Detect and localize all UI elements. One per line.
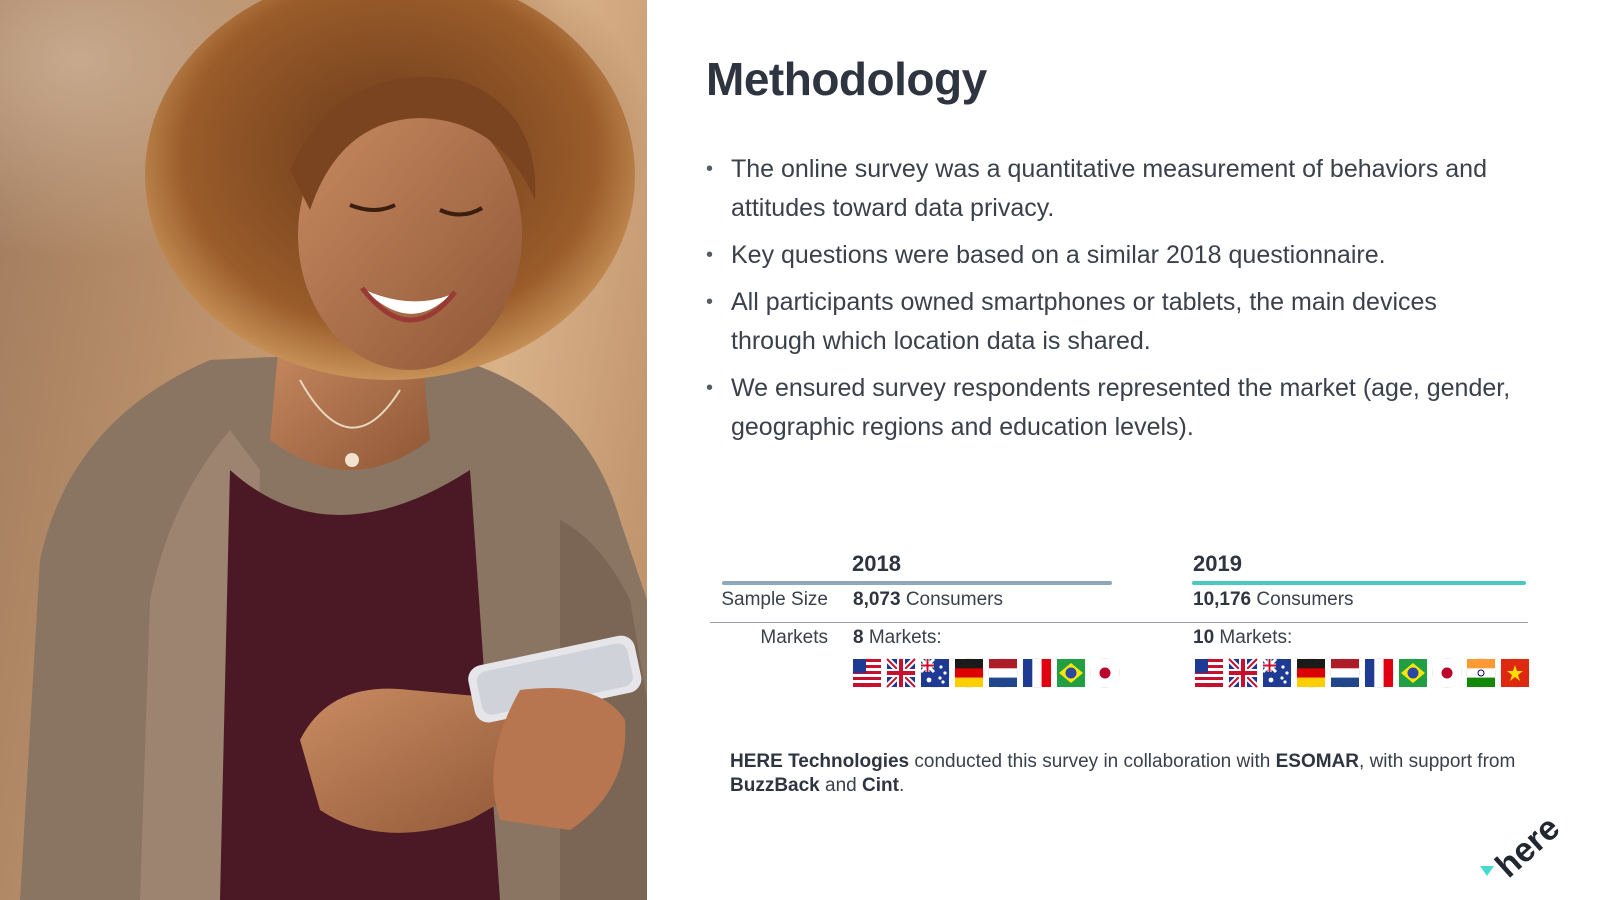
sample-unit-2019: Consumers — [1256, 589, 1354, 610]
flags-2019 — [1195, 659, 1529, 687]
bullet-text: The online survey was a quantitative measurement of behaviors and attitudes toward data privacy. — [731, 155, 1487, 222]
credit-text: , with support from — [1359, 751, 1516, 772]
japan-flag-icon — [1091, 659, 1119, 687]
year-header-2018: 2018 — [852, 551, 901, 576]
bullet-item — [706, 283, 1526, 361]
survey-credit — [730, 750, 1570, 798]
credit-text: conducted this survey in collaboration with — [909, 751, 1276, 772]
sample-size-2018 — [853, 589, 1003, 611]
market-count-2018: 8 — [853, 627, 864, 648]
year-bar-2019 — [1192, 581, 1526, 585]
japan-flag-icon — [1433, 659, 1461, 687]
brazil-flag-icon — [1399, 659, 1427, 687]
netherlands-flag-icon — [1331, 659, 1359, 687]
market-count-2019: 10 — [1193, 627, 1215, 648]
us-flag-icon — [1195, 659, 1223, 687]
bullet-dot: • — [706, 158, 714, 180]
market-unit-2018: Markets: — [868, 627, 942, 648]
credit-partner: ESOMAR — [1275, 751, 1360, 772]
australia-flag-icon — [921, 659, 949, 687]
credit-support: BuzzBack — [730, 775, 820, 796]
markets-2018 — [853, 627, 942, 649]
sample-unit-2018: Consumers — [905, 589, 1003, 610]
page-title: Methodology — [706, 53, 987, 105]
bullet-text: All participants owned smartphones or tablets, the main devices through which location data is shared. — [731, 288, 1437, 355]
bullet-text: We ensured survey respondents represented the market (age, gender, geographic regions and education levels). — [731, 374, 1511, 441]
australia-flag-icon — [1263, 659, 1291, 687]
uk-flag-icon — [887, 659, 915, 687]
market-unit-2019: Markets: — [1219, 627, 1293, 648]
methodology-bullet-list — [706, 150, 1526, 455]
germany-flag-icon — [1297, 659, 1325, 687]
credit-text: and — [819, 775, 863, 796]
bullet-dot: • — [706, 377, 714, 399]
table-divider — [710, 622, 1528, 623]
here-logo-icon — [1478, 808, 1568, 886]
netherlands-flag-icon — [989, 659, 1017, 687]
credit-org: HERE Technologies — [730, 751, 910, 772]
bullet-item — [706, 236, 1526, 275]
here-logo-mark — [1478, 808, 1568, 886]
credit-support: Cint — [862, 775, 899, 796]
row-label-markets: Markets — [760, 627, 828, 648]
here-logo-text: here — [1488, 808, 1568, 886]
france-flag-icon — [1365, 659, 1393, 687]
flags-2018 — [853, 659, 1119, 687]
germany-flag-icon — [955, 659, 983, 687]
row-label-sample-size: Sample Size — [721, 589, 828, 610]
year-header-2019: 2019 — [1193, 551, 1242, 576]
hero-photo — [0, 0, 647, 900]
sample-count-2019: 10,176 — [1193, 589, 1252, 610]
credit-text: . — [898, 775, 905, 796]
france-flag-icon — [1023, 659, 1051, 687]
uk-flag-icon — [1229, 659, 1257, 687]
china-flag-icon — [1501, 659, 1529, 687]
india-flag-icon — [1467, 659, 1495, 687]
sample-size-2019 — [1193, 589, 1354, 611]
bullet-dot: • — [706, 291, 714, 313]
us-flag-icon — [853, 659, 881, 687]
sample-count-2018: 8,073 — [853, 589, 901, 610]
bullet-dot: • — [706, 244, 714, 266]
bullet-item — [706, 150, 1526, 228]
markets-2019 — [1193, 627, 1292, 649]
brazil-flag-icon — [1057, 659, 1085, 687]
bullet-item — [706, 369, 1526, 447]
woman-with-phone-illustration — [0, 0, 647, 900]
here-logo-triangle — [1480, 866, 1494, 876]
bullet-text: Key questions were based on a similar 2018 questionnaire. — [731, 241, 1386, 269]
year-bar-2018 — [722, 581, 1112, 585]
